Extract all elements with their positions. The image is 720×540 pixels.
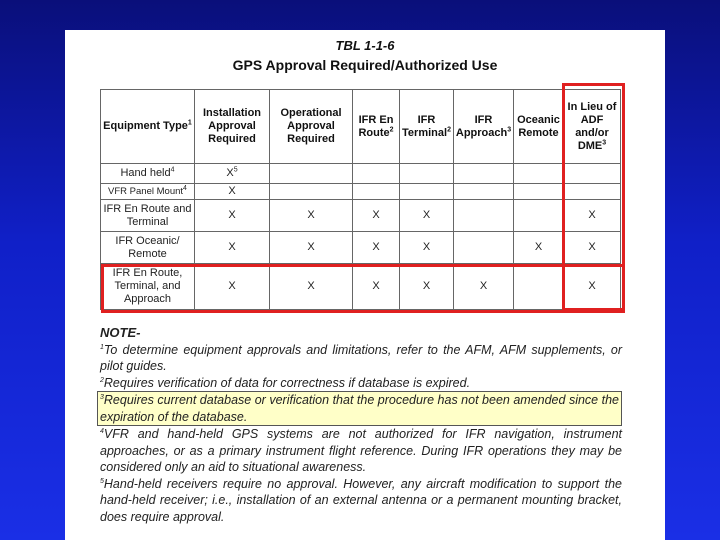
cell-value: X <box>588 209 596 221</box>
footnote-ref: 5 <box>233 166 238 174</box>
table-row <box>101 184 621 200</box>
table-label: TBL 1-1-6 <box>335 38 395 53</box>
notes-section <box>100 325 622 525</box>
note-text: Requires current database or verification that the procedure has not been amended since the expiration of the database. <box>100 393 619 424</box>
column-header-label: In Lieu of ADF and/or DME <box>567 100 617 152</box>
equipment-type-label: Hand held <box>120 167 171 179</box>
cell-value: X <box>228 280 236 292</box>
column-header-label: IFR En Route <box>358 113 394 139</box>
cell-value: X <box>372 280 380 292</box>
cell-value: X <box>228 209 236 221</box>
table-cell <box>400 232 454 264</box>
table-cell <box>353 200 400 232</box>
table-cell <box>514 232 564 264</box>
column-header-label: IFR Terminal <box>402 113 448 139</box>
table-cell <box>400 184 454 200</box>
note-number: 5 <box>100 477 104 485</box>
footnote-ref: 3 <box>507 125 512 133</box>
table-cell <box>270 184 353 200</box>
equipment-type-label: IFR En Route and Terminal <box>103 202 192 228</box>
table-cell <box>270 164 353 184</box>
column-header <box>454 90 514 164</box>
cell-value: X <box>228 185 236 197</box>
column-header-label: IFR Approach <box>455 113 508 139</box>
column-header <box>400 90 454 164</box>
column-header-label: Installation Approval Required <box>202 107 262 145</box>
note-item <box>97 391 622 426</box>
table-cell <box>270 200 353 232</box>
equipment-type-cell <box>101 232 195 264</box>
table-cell <box>454 232 514 264</box>
row-highlight-box <box>101 264 625 313</box>
cell-value: X <box>588 241 596 253</box>
column-header-label: Equipment Type <box>103 120 188 132</box>
note-text: To determine equipment approvals and limitations, refer to the AFM, AFM supplements, or pilot guides. <box>100 342 622 373</box>
footnote-ref: 2 <box>447 125 451 133</box>
footnote-ref: 4 <box>183 184 187 192</box>
cell-value: X <box>226 167 234 179</box>
note-number: 3 <box>100 393 104 401</box>
cell-value: X <box>422 241 431 253</box>
table-cell <box>353 232 400 264</box>
equipment-type-cell <box>101 184 195 200</box>
cell-value: X <box>372 209 380 221</box>
note-text: Hand-held receivers require no approval. However, any aircraft modification to support the hand-held receiver; i.e., installation of an external antenna or a permanent mounting bracket, does require approval. <box>100 476 622 524</box>
note-text: Requires verification of data for correctness if database is expired. <box>103 375 471 390</box>
table-cell <box>400 200 454 232</box>
table-row <box>101 164 621 184</box>
notes-heading: NOTE- <box>100 325 141 340</box>
equipment-type-cell <box>101 164 195 184</box>
table-cell <box>400 164 454 184</box>
table-cell <box>195 200 270 232</box>
column-header-label: Oceanic Remote <box>517 113 560 139</box>
equipment-type-label: VFR Panel Mount <box>108 186 184 197</box>
table-cell <box>195 184 270 200</box>
footnote-ref: 1 <box>187 119 192 127</box>
cell-value: X <box>372 241 380 253</box>
table-cell <box>353 184 400 200</box>
cell-value: X <box>228 241 236 253</box>
column-header <box>270 90 353 164</box>
cell-value: X <box>307 241 315 253</box>
note-text: VFR and hand-held GPS systems are not authorized for IFR navigation, instrument approaches, or as a primary instrument flight reference. During IFR operations they may be considered only an aid to situational awareness. <box>100 427 622 474</box>
table-cell <box>270 232 353 264</box>
footnote-ref: 2 <box>389 125 394 133</box>
equipment-type-label: IFR Oceanic/ Remote <box>115 234 180 260</box>
cell-value: X <box>534 241 543 253</box>
column-header <box>101 90 195 164</box>
table-cell <box>454 184 514 200</box>
table-row <box>101 232 621 264</box>
cell-value: X <box>479 280 488 292</box>
table-cell <box>514 184 564 200</box>
footnote-ref: 4 <box>170 166 175 174</box>
note-number: 1 <box>100 343 104 351</box>
table-cell <box>514 164 564 184</box>
note-item <box>100 426 622 476</box>
cell-value: X <box>422 209 431 221</box>
table-cell <box>353 164 400 184</box>
table-cell <box>454 164 514 184</box>
cell-value: X <box>588 280 596 292</box>
note-item <box>100 342 622 375</box>
table-cell <box>195 164 270 184</box>
note-item <box>100 476 622 526</box>
footnote-ref: 3 <box>602 138 607 146</box>
cell-value: X <box>307 280 315 292</box>
cell-value: X <box>307 209 315 221</box>
column-header-label: Operational Approval Required <box>280 107 342 145</box>
column-header <box>195 90 270 164</box>
cell-value: X <box>422 280 431 292</box>
table-header-row <box>101 90 621 164</box>
note-number: 2 <box>100 376 104 384</box>
table-cell <box>514 200 564 232</box>
column-header <box>353 90 400 164</box>
note-item <box>100 375 622 392</box>
table-cell <box>454 200 514 232</box>
table-cell <box>195 232 270 264</box>
note-number: 4 <box>100 427 104 435</box>
equipment-type-cell <box>101 200 195 232</box>
equipment-type-label: IFR En Route, Terminal, and Approach <box>112 267 183 305</box>
column-header <box>514 90 564 164</box>
table-row <box>101 200 621 232</box>
document-page <box>65 30 665 540</box>
table-title: GPS Approval Required/Authorized Use <box>232 57 498 73</box>
